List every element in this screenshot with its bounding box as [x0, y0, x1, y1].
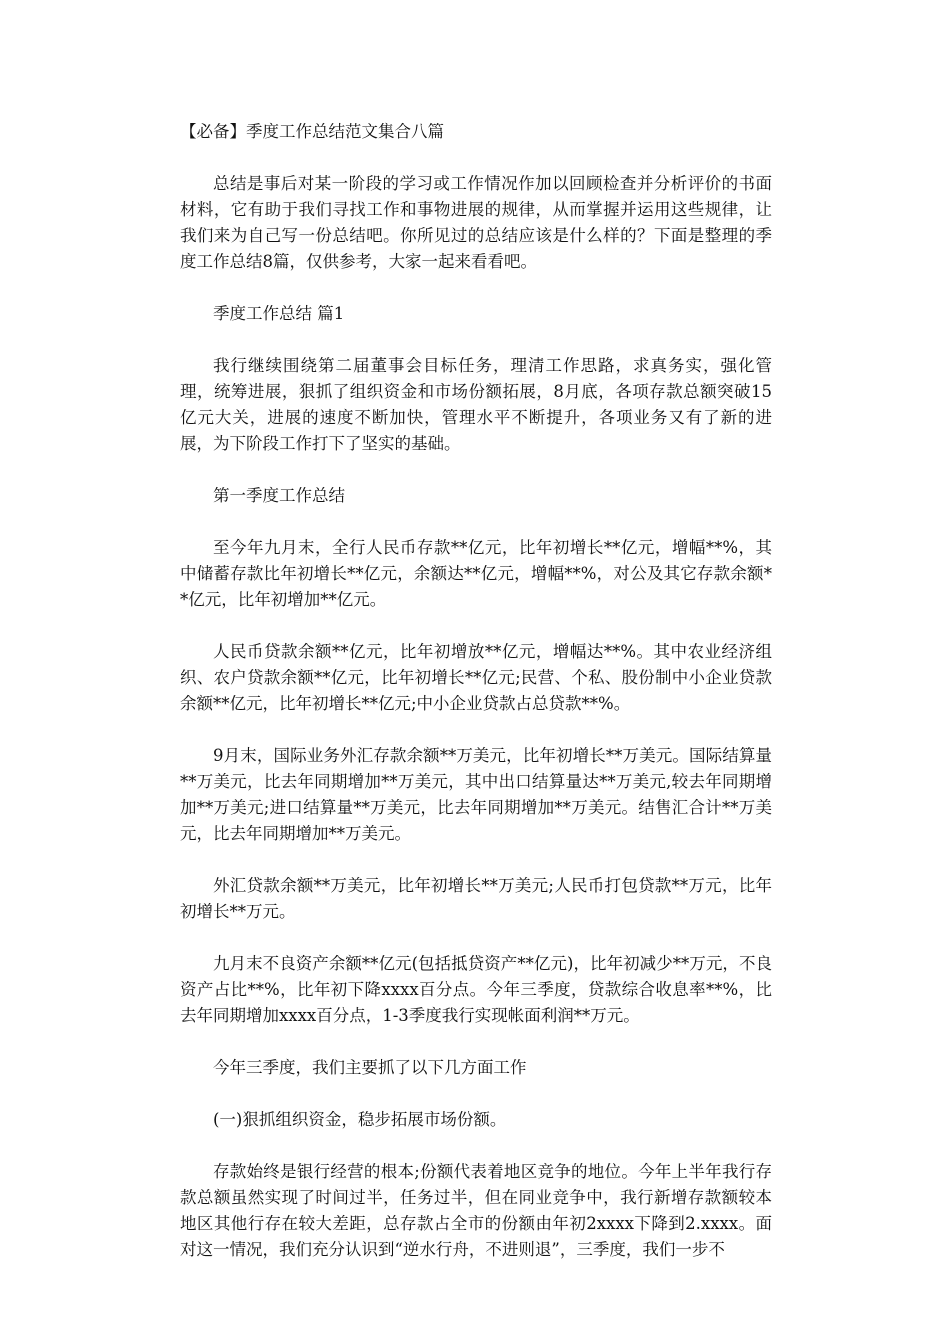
paragraph-list	[180, 171, 772, 1263]
body-paragraph: 总结是事后对某一阶段的学习或工作情况作加以回顾检查并分析评价的书面材料，它有助于我们寻找工作和事物进展的规律，从而掌握并运用这些规律，让我们来为自己写一份总结吧。你所见过的总结应该是什么样的？下面是整理的季度工作总结8篇，仅供参考，大家一起来看看吧。	[180, 174, 772, 271]
section-heading: 季度工作总结 篇1	[213, 304, 345, 323]
body-paragraph: 外汇贷款余额**万美元，比年初增长**万美元;人民币打包贷款**万元，比年初增长**万元。	[180, 876, 772, 921]
body-paragraph: 我行继续围绕第二届董事会目标任务，理清工作思路，求真务实，强化管理，统筹进展，狠抓了组织资金和市场份额拓展，8月底，各项存款总额突破15亿元大关，进展的速度不断加快，管理水平不断提升，各项业务又有了新的进展，为下阶段工作打下了坚实的基础。	[180, 356, 772, 453]
body-paragraph: 人民币贷款余额**亿元，比年初增放**亿元，增幅达**%。其中农业经济组织、农户贷款余额**亿元，比年初增长**亿元;民营、个私、股份制中小企业贷款余额**亿元，比年初增长**亿元;中小企业贷款占总贷款**%。	[180, 642, 772, 713]
document-body	[180, 119, 772, 1263]
body-paragraph: 存款始终是银行经营的根本;份额代表着地区竞争的地位。今年上半年我行存款总额虽然实现了时间过半，任务过半，但在同业竞争中，我行新增存款额较本地区其他行存在较大差距，总存款占全市的份额由年初2xxxx下降到2.xxxx。面对这一情况，我们充分认识到“逆水行舟，不进则退”，三季度，我们一步不	[180, 1162, 772, 1259]
body-paragraph: 9月末，国际业务外汇存款余额**万美元，比年初增长**万美元。国际结算量**万美元，比去年同期增加**万美元，其中出口结算量达**万美元,较去年同期增加**万美元;进口结算量**万美元，比去年同期增加**万美元。结售汇合计**万美元，比去年同期增加**万美元。	[180, 746, 772, 843]
document-title: 【必备】季度工作总结范文集合八篇	[180, 122, 444, 141]
section-heading: 今年三季度，我们主要抓了以下几方面工作	[213, 1058, 527, 1077]
section-heading: (一)狠抓组织资金，稳步拓展市场份额。	[213, 1110, 507, 1129]
body-paragraph: 九月末不良资产余额**亿元(包括抵贷资产**亿元)，比年初减少**万元，不良资产占比**%，比年初下降xxxx百分点。今年三季度，贷款综合收息率**%，比去年同期增加xxxx百分点，1-3季度我行实现帐面利润**万元。	[180, 954, 772, 1025]
section-heading: 第一季度工作总结	[213, 486, 345, 505]
body-paragraph: 至今年九月末，全行人民币存款**亿元，比年初增长**亿元，增幅**%，其中储蓄存款比年初增长**亿元，余额达**亿元，增幅**%，对公及其它存款余额**亿元，比年初增加**亿元。	[180, 538, 772, 609]
